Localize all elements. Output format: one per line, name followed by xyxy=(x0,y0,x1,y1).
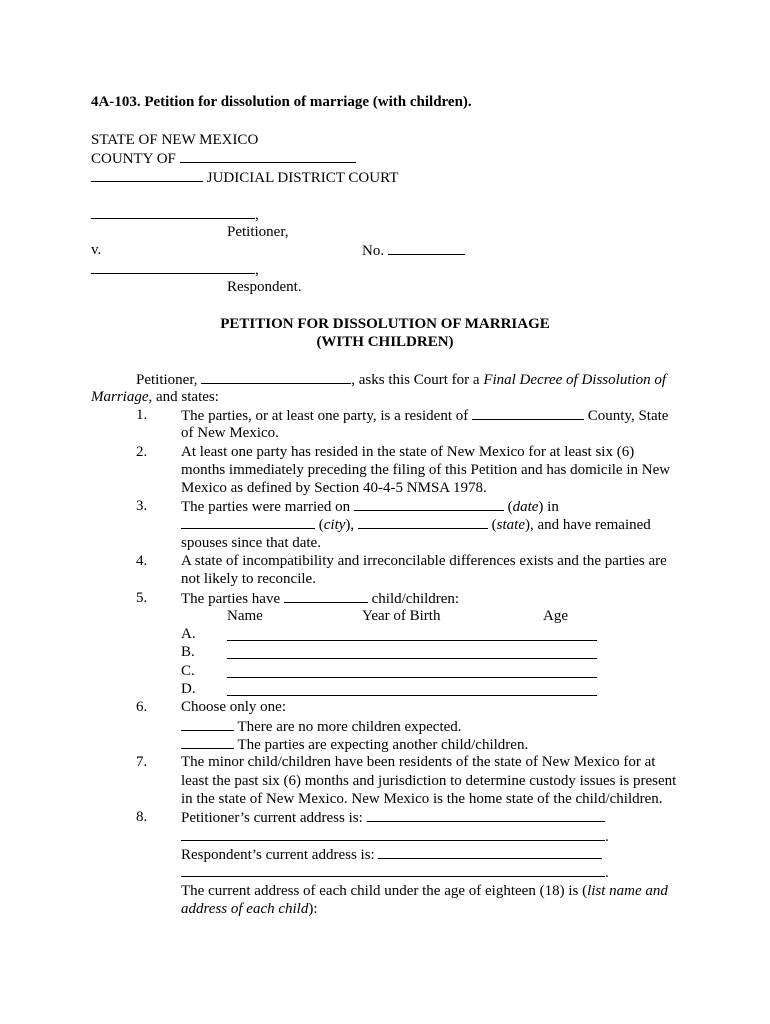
children-address-label: The current address of each child under the age of eighteen (18) is ( xyxy=(181,883,588,899)
petition-subtitle: (WITH CHILDREN) xyxy=(316,334,454,350)
case-number-blank[interactable] xyxy=(388,241,465,255)
item-number-6: 6. xyxy=(136,699,148,715)
item-8-line-5 xyxy=(181,882,668,900)
respondent-address-blank-1[interactable] xyxy=(378,845,602,859)
column-year-of-birth: Year of Birth xyxy=(362,608,441,624)
child-row-b-blank[interactable] xyxy=(227,658,597,659)
item-8-line-3 xyxy=(181,845,602,864)
petitioner-name-blank[interactable] xyxy=(91,205,255,219)
marriage-city-blank[interactable] xyxy=(181,515,315,529)
respondent-name-line xyxy=(91,260,259,279)
expecting-children-check-blank[interactable] xyxy=(181,735,234,749)
children-address-end: ): xyxy=(308,901,318,917)
item-2-line-2: months immediately preceding the filing of this Petition and has domicile in New xyxy=(181,462,671,478)
item-1-text: The parties, or at least one party, is a resident of xyxy=(181,408,473,424)
item-8-line-6 xyxy=(181,900,318,918)
petitioner-address-blank-1[interactable] xyxy=(367,808,605,822)
children-count-blank[interactable] xyxy=(284,589,368,603)
item-3-line-1: The parties were married on (date) in xyxy=(181,499,559,515)
petitioner-name-line xyxy=(91,205,259,224)
item-2-line-1: At least one party has resided in the state of New Mexico for at least six (6) xyxy=(181,444,635,460)
district-blank[interactable] xyxy=(91,168,203,182)
item-3-in: ) in xyxy=(538,499,559,515)
marriage-date-blank[interactable] xyxy=(354,497,504,511)
item-number-3: 3. xyxy=(136,498,148,514)
children-address-italic: list name and xyxy=(587,883,668,899)
county-line xyxy=(91,149,356,168)
item-5-children: child/children: xyxy=(367,591,460,607)
petitioner-address-label: Petitioner’s current address is: xyxy=(181,810,367,826)
item-1-line-2: of New Mexico. xyxy=(181,425,279,441)
column-age: Age xyxy=(543,608,568,624)
respondent-address-blank-2[interactable] xyxy=(181,863,605,877)
versus-label: v. xyxy=(91,242,102,258)
petitioner-address-blank-2[interactable] xyxy=(181,827,605,841)
item-8-line-2: . xyxy=(181,827,609,846)
item-6-option-1 xyxy=(181,717,462,736)
intro-line-1 xyxy=(136,370,666,389)
item-8-line-1 xyxy=(181,808,605,827)
caption-comma: , xyxy=(255,207,259,223)
date-label: date xyxy=(512,499,539,515)
item-4-line-2: not likely to reconcile. xyxy=(181,571,316,587)
item-7-line-1: The minor child/children have been residents of the state of New Mexico for at xyxy=(181,754,656,770)
item-3-remained: ), and have remained xyxy=(525,517,651,533)
item-6-option-1-text: There are no more children expected. xyxy=(237,719,462,735)
intro-asks: , asks this Court for a xyxy=(351,372,484,388)
child-row-d-label: D. xyxy=(181,681,196,697)
respondent-label: Respondent. xyxy=(227,279,302,295)
state-label: STATE OF NEW MEXICO xyxy=(91,132,259,148)
item-6-option-2 xyxy=(181,735,528,754)
item-4-line-1: A state of incompatibility and irreconcilable differences exists and the parties are xyxy=(181,553,667,569)
child-row-a-blank[interactable] xyxy=(227,640,597,641)
intro-petitioner: Petitioner, xyxy=(136,372,202,388)
item-number-7: 7. xyxy=(136,754,148,770)
no-more-children-check-blank[interactable] xyxy=(181,717,234,731)
respondent-name-blank[interactable] xyxy=(91,260,255,274)
item-number-8: 8. xyxy=(136,809,148,825)
item-number-5: 5. xyxy=(136,590,148,606)
child-row-c-blank[interactable] xyxy=(227,677,597,678)
child-row-a-label: A. xyxy=(181,626,196,642)
item-5-line-1 xyxy=(181,589,459,608)
petition-title: PETITION FOR DISSOLUTION OF MARRIAGE xyxy=(220,316,550,332)
item-3-line-3: spouses since that date. xyxy=(181,535,321,551)
petitioner-label: Petitioner, xyxy=(227,224,289,240)
child-row-b-label: B. xyxy=(181,644,195,660)
form-heading: 4A-103. Petition for dissolution of marriage (with children). xyxy=(91,94,472,110)
marriage-state-blank[interactable] xyxy=(358,515,488,529)
court-label: JUDICIAL DISTRICT COURT xyxy=(203,170,399,186)
state-label-italic: state xyxy=(496,517,525,533)
item-5-text: The parties have xyxy=(181,591,284,607)
item-6-option-2-text: The parties are expecting another child/children. xyxy=(237,737,529,753)
item-8-line-4: . xyxy=(181,863,609,882)
item-3-text: The parties were married on xyxy=(181,499,354,515)
respondent-address-label: Respondent’s current address is: xyxy=(181,847,379,863)
court-line xyxy=(91,168,398,187)
item-number-2: 2. xyxy=(136,444,148,460)
item-number-4: 4. xyxy=(136,553,148,569)
item-3-line-2: (city), (state), and have remained xyxy=(181,515,651,534)
city-label: city xyxy=(323,517,346,533)
intro-and-states: , and states: xyxy=(148,389,219,405)
item-number-1: 1. xyxy=(136,407,148,423)
child-row-d-blank[interactable] xyxy=(227,695,597,696)
item-1-line-1 xyxy=(181,406,668,425)
county-label: COUNTY OF xyxy=(91,151,180,167)
caption-comma-2: , xyxy=(255,262,259,278)
case-number-label: No. xyxy=(362,243,388,259)
children-address-italic-2: address of each child xyxy=(181,901,309,917)
case-number-line xyxy=(362,241,465,260)
county-residence-blank[interactable] xyxy=(472,406,584,420)
item-2-line-3: Mexico as defined by Section 40-4-5 NMSA 1978. xyxy=(181,480,487,496)
county-blank[interactable] xyxy=(180,149,356,163)
item-6-line-1: Choose only one: xyxy=(181,699,286,715)
column-name: Name xyxy=(227,608,263,624)
item-7-line-3: in the state of New Mexico. New Mexico is the home state of the child/children. xyxy=(181,791,663,807)
intro-petitioner-blank[interactable] xyxy=(201,370,351,384)
intro-decree: Final Decree of Dissolution of xyxy=(483,372,667,388)
item-7-line-2: least the past six (6) months and jurisdiction to determine custody issues is present xyxy=(181,773,677,789)
child-row-c-label: C. xyxy=(181,663,195,679)
intro-line-2 xyxy=(91,388,219,406)
item-1-county: County, State xyxy=(584,408,669,424)
intro-marriage: Marriage xyxy=(91,389,149,405)
